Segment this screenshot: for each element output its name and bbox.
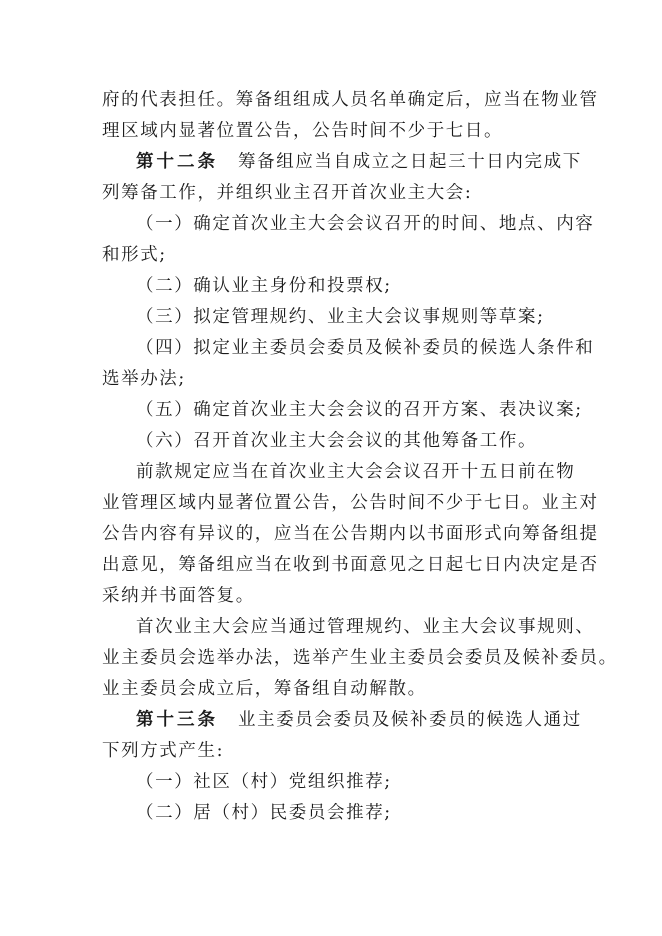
article-13-text: 业主委员会委员及候补委员的候选人通过	[238, 710, 582, 730]
list-item: （六）召开首次业主大会会议的其他筹备工作。	[136, 431, 538, 451]
text-line: 采纳并书面答复。	[102, 586, 255, 606]
text-line: 业主委员会选举办法，选举产生业主委员会委员及候补委员。	[102, 648, 618, 668]
text-line: 和形式;	[102, 245, 167, 265]
text-line: 公告内容有异议的，应当在公告期内以书面形式向筹备组提	[102, 524, 599, 544]
list-item: （三）拟定管理规约、业主大会议事规则等草案;	[136, 307, 545, 327]
article-12-heading: 第十二条	[136, 152, 218, 172]
list-item: （四）拟定业主委员会委员及候补委员的候选人条件和	[136, 338, 595, 358]
text-line: 下列方式产生:	[102, 741, 225, 761]
text-line: 选举办法;	[102, 369, 186, 389]
text-line: 列筹备工作，并组织业主召开首次业主大会:	[102, 183, 473, 203]
list-item: （五）确定首次业主大会会议的召开方案、表决议案;	[136, 400, 583, 420]
article-13-heading: 第十三条	[136, 710, 218, 730]
text-line: 理区域内显著位置公告，公告时间不少于七日。	[102, 121, 504, 141]
list-item: （二）居（村）民委员会推荐;	[136, 803, 392, 823]
article-12-text: 筹备组应当自成立之日起三十日内完成下	[238, 152, 582, 172]
article-13-line	[0, 705, 662, 735]
article-12-line	[0, 147, 662, 177]
text-line: 业主委员会成立后，筹备组自动解散。	[102, 679, 427, 699]
text-line: 出意见，筹备组应当在收到书面意见之日起七日内决定是否	[102, 555, 599, 575]
list-item: （一）社区（村）党组织推荐;	[136, 772, 392, 792]
text-line: 府的代表担任。筹备组组成人员名单确定后，应当在物业管	[102, 90, 599, 110]
paragraph-start: 首次业主大会应当通过管理规约、业主大会议事规则、	[136, 617, 595, 637]
list-item: （二）确认业主身份和投票权;	[136, 276, 392, 296]
paragraph-start: 前款规定应当在首次业主大会会议召开十五日前在物	[136, 462, 576, 482]
list-item: （一）确定首次业主大会会议召开的时间、地点、内容	[136, 214, 595, 234]
text-line: 业管理区域内显著位置公告，公告时间不少于七日。业主对	[102, 493, 599, 513]
